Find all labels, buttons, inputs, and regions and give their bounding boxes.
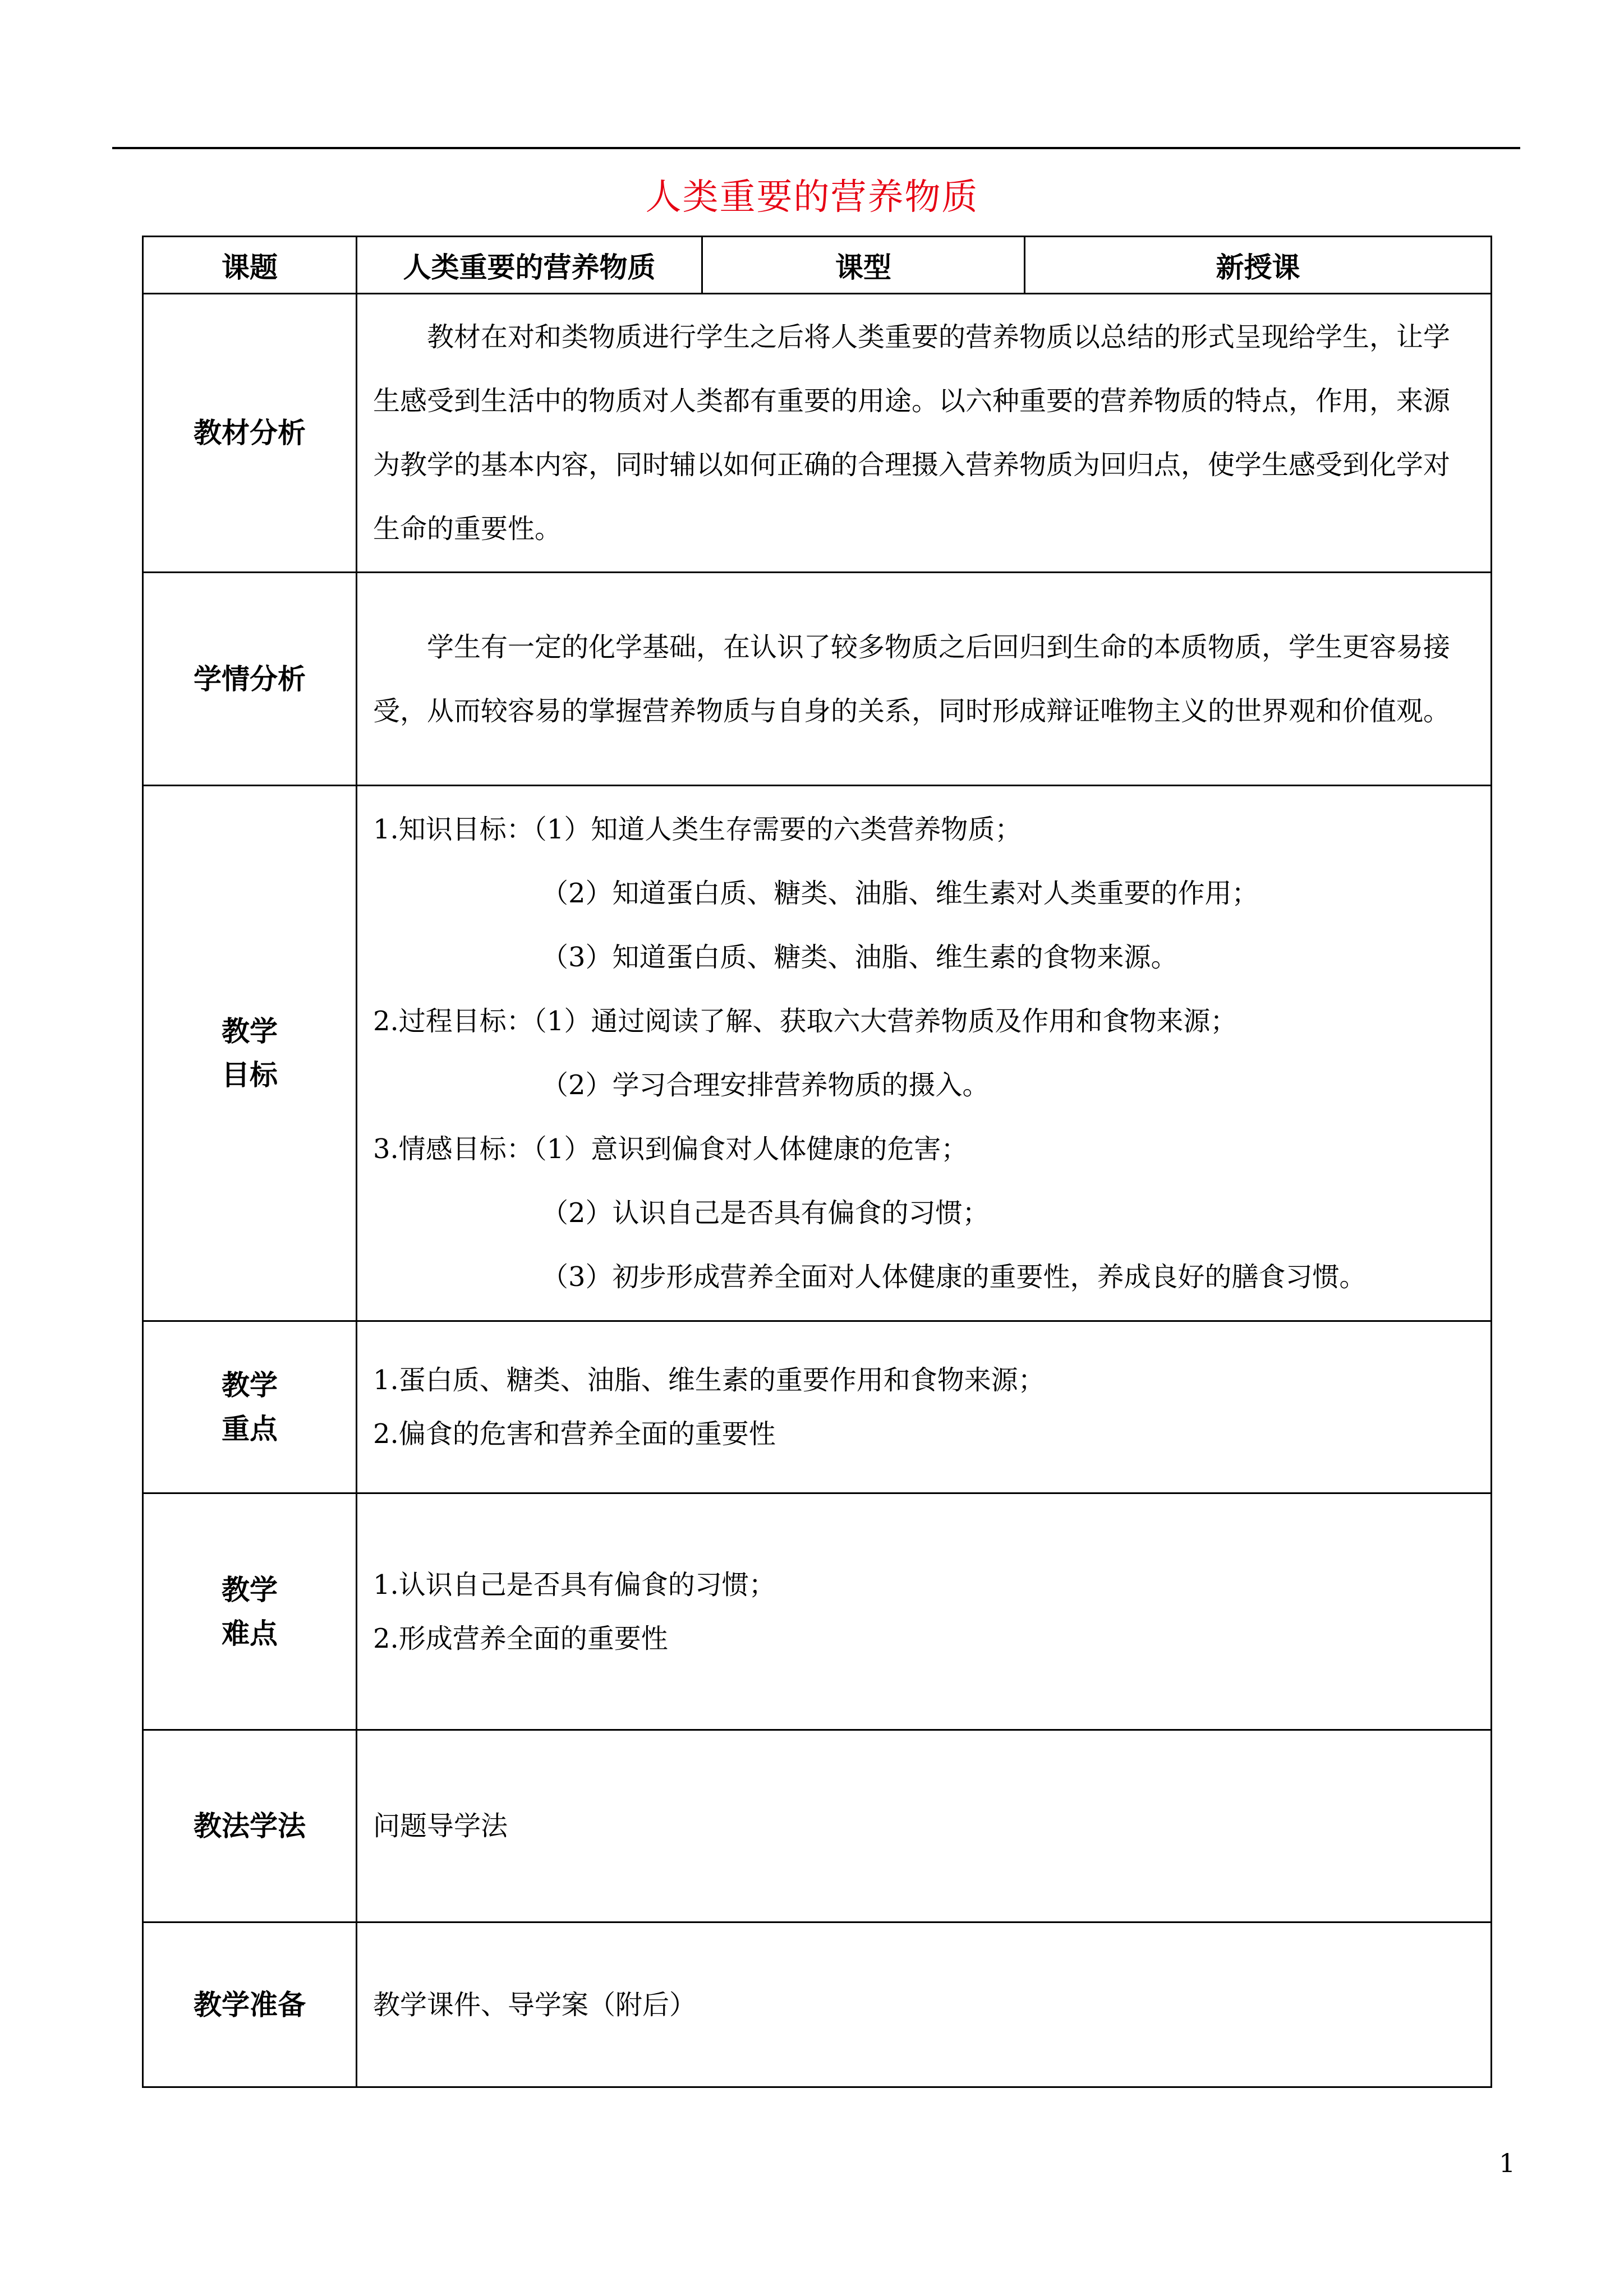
difficulties-cell [357, 1493, 1492, 1730]
header-row [143, 237, 1492, 294]
key-points-row [143, 1321, 1492, 1493]
textbook-analysis-row [143, 294, 1492, 573]
goal-line: 2.过程目标：（1）通过阅读了解、获取六大营养物质及作用和食物来源； [373, 1006, 1237, 1037]
teaching-goals-list [373, 797, 1475, 1309]
methods-label: 教法学法 [143, 1730, 357, 1922]
preparation-label: 教学准备 [143, 1922, 357, 2087]
key-point-line: 2.偏食的危害和营养全面的重要性 [373, 1418, 776, 1450]
methods-row [143, 1730, 1492, 1922]
lesson-plan-table [142, 236, 1492, 2088]
difficulties-row [143, 1493, 1492, 1730]
teaching-goals-cell [357, 786, 1492, 1321]
topic-value: 人类重要的营养物质 [357, 237, 702, 294]
goal-line: 3.情感目标：（1）意识到偏食对人体健康的危害； [373, 1133, 968, 1165]
goal-line: 1.知识目标：（1）知道人类生存需要的六类营养物质； [373, 814, 1022, 845]
key-points-label-line1: 教学 [222, 1369, 278, 1401]
header-rule [112, 147, 1520, 149]
student-analysis-row [143, 573, 1492, 786]
teaching-goals-label [143, 786, 357, 1321]
type-value: 新授课 [1025, 237, 1492, 294]
page-number: 1 [1499, 2148, 1516, 2178]
difficulty-line: 1.认识自己是否具有偏食的习惯； [373, 1569, 776, 1601]
teaching-goals-label-line1: 教学 [222, 1015, 278, 1048]
preparation-text: 教学课件、导学案（附后） [357, 1922, 1492, 2087]
goal-line: （2）认识自己是否具有偏食的习惯； [541, 1197, 990, 1229]
type-label: 课型 [702, 237, 1025, 294]
difficulties-label-line1: 教学 [222, 1573, 278, 1606]
methods-text: 问题导学法 [357, 1730, 1492, 1922]
student-analysis-text: 学生有一定的化学基础，在认识了较多物质之后回归到生命的本质物质，学生更容易接受，从而较容易的掌握营养物质与自身的关系，同时形成辩证唯物主义的世界观和价值观。 [373, 631, 1451, 727]
teaching-goals-row [143, 786, 1492, 1321]
textbook-analysis-cell [357, 294, 1492, 573]
topic-label: 课题 [143, 237, 357, 294]
difficulty-line: 2.形成营养全面的重要性 [373, 1622, 668, 1654]
student-analysis-cell [357, 573, 1492, 786]
difficulties-label-line2: 难点 [222, 1617, 278, 1650]
goal-line: （3）初步形成营养全面对人体健康的重要性，养成良好的膳食习惯。 [541, 1261, 1367, 1293]
student-analysis-label: 学情分析 [143, 573, 357, 786]
teaching-goals-label-line2: 目标 [222, 1059, 278, 1091]
preparation-row [143, 1922, 1492, 2087]
key-points-label-line2: 重点 [222, 1413, 278, 1445]
key-points-cell [357, 1321, 1492, 1493]
difficulties-label [143, 1493, 357, 1730]
key-point-line: 1.蛋白质、糖类、油脂、维生素的重要作用和食物来源； [373, 1364, 1045, 1396]
textbook-analysis-text: 教材在对和类物质进行学生之后将人类重要的营养物质以总结的形式呈现给学生，让学生感受到生活中的物质对人类都有重要的用途。以六种重要的营养物质的特点，作用，来源为教学的基本内容，同时辅以如何正确的合理摄入营养物质为回归点，使学生感受到化学对生命的重要性。 [373, 321, 1451, 545]
goal-line: （2）学习合理安排营养物质的摄入。 [541, 1069, 990, 1101]
goal-line: （2）知道蛋白质、糖类、油脂、维生素对人类重要的作用； [541, 878, 1259, 909]
goal-line: （3）知道蛋白质、糖类、油脂、维生素的食物来源。 [541, 942, 1178, 973]
key-points-label [143, 1321, 357, 1493]
textbook-analysis-label: 教材分析 [143, 294, 357, 573]
document-title: 人类重要的营养物质 [645, 177, 979, 218]
